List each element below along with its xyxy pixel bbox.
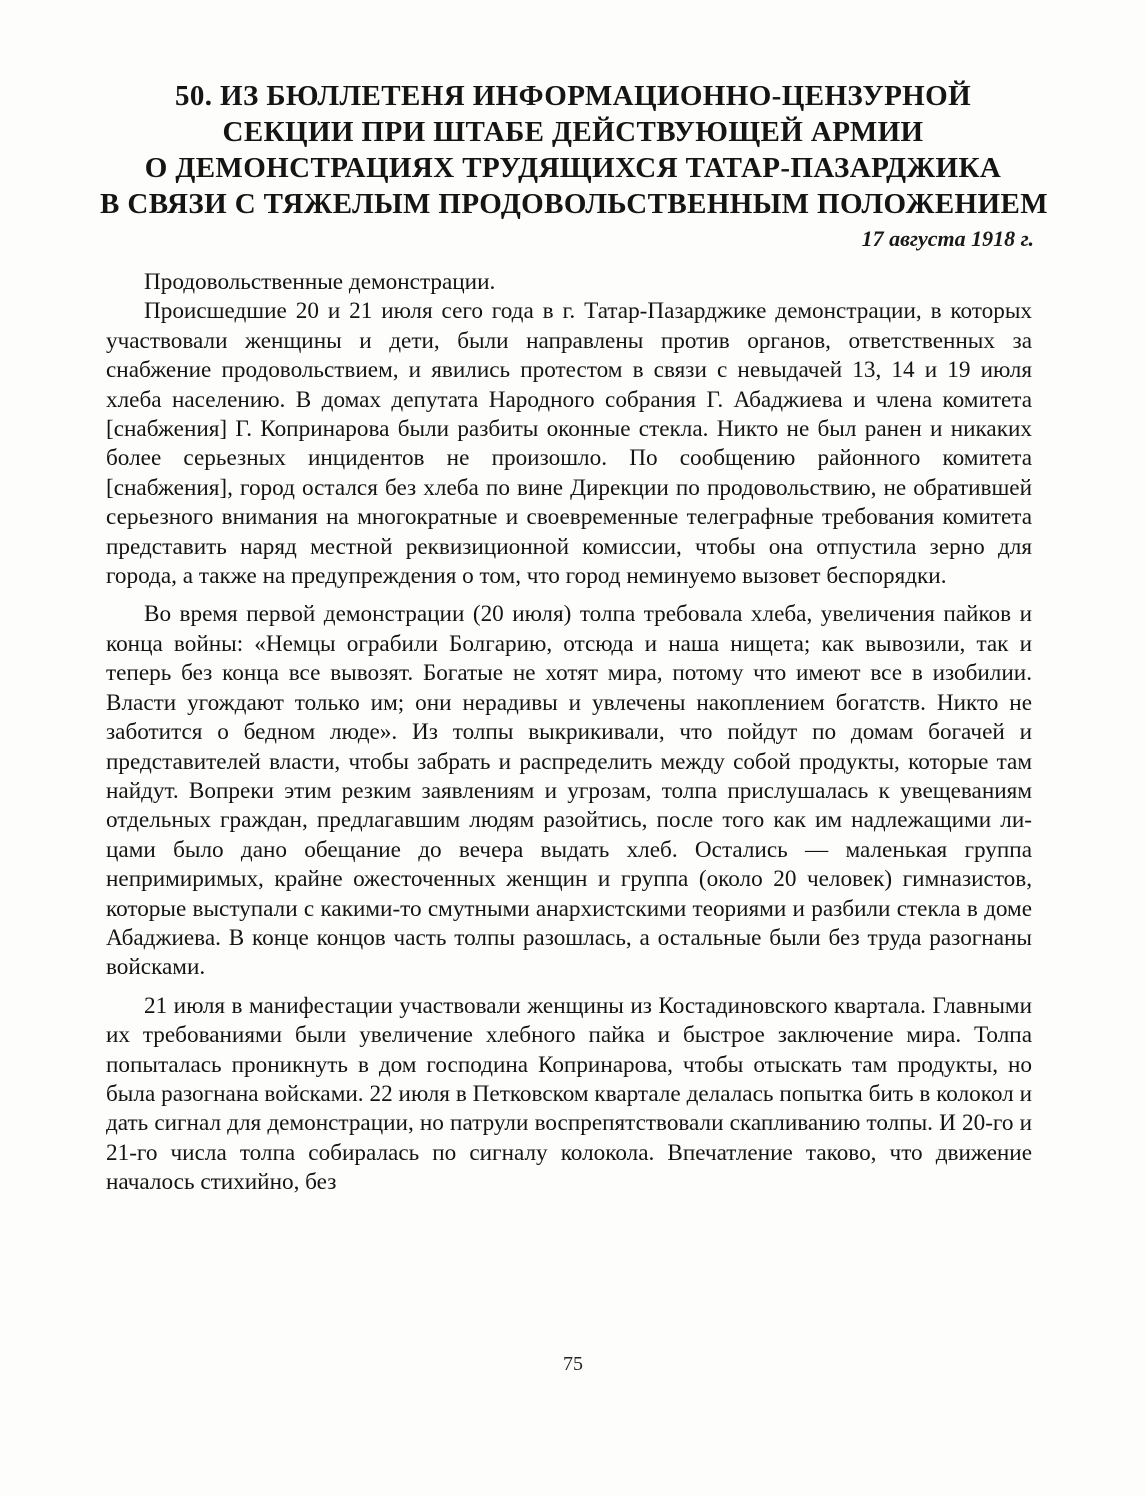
document-body — [106, 268, 1032, 1198]
heading-line: В СВЯЗИ С ТЯЖЕЛЫМ ПРОДОВОЛЬСТВЕННЫМ ПОЛОЖЕНИЕМ — [100, 188, 1048, 220]
document-date: 17 августа 1918 г. — [861, 226, 1034, 251]
document-heading — [100, 78, 1046, 222]
page-number: 75 — [563, 1353, 583, 1375]
heading-line: О ДЕМОНСТРАЦИЯХ ТРУДЯЩИХСЯ ТАТАР-ПАЗАРДЖИКА — [144, 152, 1002, 184]
paragraph: Продовольственные демонстрации. — [144, 269, 496, 295]
paragraph: Во время первой демонстрации (20 июля) толпа требовала хлеба, увеличения пайков и конца войны: «Немцы ограбили Болгарию, отсюда и наша нищета; как вывозили, так и теперь без конца все вывозят. Богатые не хотят мира, потому что имеют все в изобилии. Власти угождают только им; они нерадивы и увлечены накоплением богатств. Никто не заботится о бедном люде». Из толпы выкрикивали, что пойдут по домам богачей и представителей власти, чтобы забрать и распределить между собой продукты, которые там найдут. Вопреки этим резким заявлениям и угрозам, толпа прислушалась к увещеваниям отдельных граждан, предлагавшим людям разойтись, после того как им надлежащими лицами было дано обещание до вечера выдать хлеб. Остались — маленькая группа непримиримых, крайне ожесточенных женщин и группа (около 20 человек) гимназистов, которые выступали с какими-то смутными анархистскими теориями и разбили стекла в доме Абаджиева. В конце концов часть толпы разошлась, а остальные были без труда разогнаны войсками. — [106, 601, 1032, 981]
paragraph: 21 июля в манифестации участвовали женщины из Костадиновского квартала. Главными их требованиями были увеличение хлебного пайка и быстрое заключение мира. Толпа попыталась проникнуть в дом господина Копринарова, чтобы отыскать там продукты, но была разогнана войсками. 22 июля в Петковском квартале делалась попытка бить в колокол и дать сигнал для демонстрации, но патрули воспрепятствовали скапливанию толпы. И 20-го и 21-го числа толпа собиралась по сигналу колокола. Впечатление таково, что движение началось стихийно, без — [106, 992, 1032, 1196]
heading-line: СЕКЦИИ ПРИ ШТАБЕ ДЕЙСТВУЮЩЕЙ АРМИИ — [222, 116, 924, 148]
heading-line: 50. ИЗ БЮЛЛЕТЕНЯ ИНФОРМАЦИОННО-ЦЕНЗУРНОЙ — [174, 80, 972, 112]
paragraph: Происшедшие 20 и 21 июля сего года в г. Татар-Пазарджике демонстрации, в которых участвовали женщины и дети, были направлены против органов, ответственных за снабжение продовольствием, и явились протестом в связи с невыдачей 13, 14 и 19 июля хлеба населению. В домах депутата Народного собрания Г. Абаджиева и члена комитета [снабжения] Г. Копринарова были разбиты оконные стекла. Никто не был ранен и никаких более серьезных инцидентов не произошло. По сообщению районного комитета [снабжения], город остался без хлеба по вине Дирекции по продовольствию, не обратившей серьезного внимания на многократные и своевременные телеграфные требования комитета представить наряд местной реквизиционной комиссии, чтобы она отпустила зерно для города, а также на предупреждения о том, что город неминуемо вызовет беспорядки. — [106, 298, 1032, 590]
